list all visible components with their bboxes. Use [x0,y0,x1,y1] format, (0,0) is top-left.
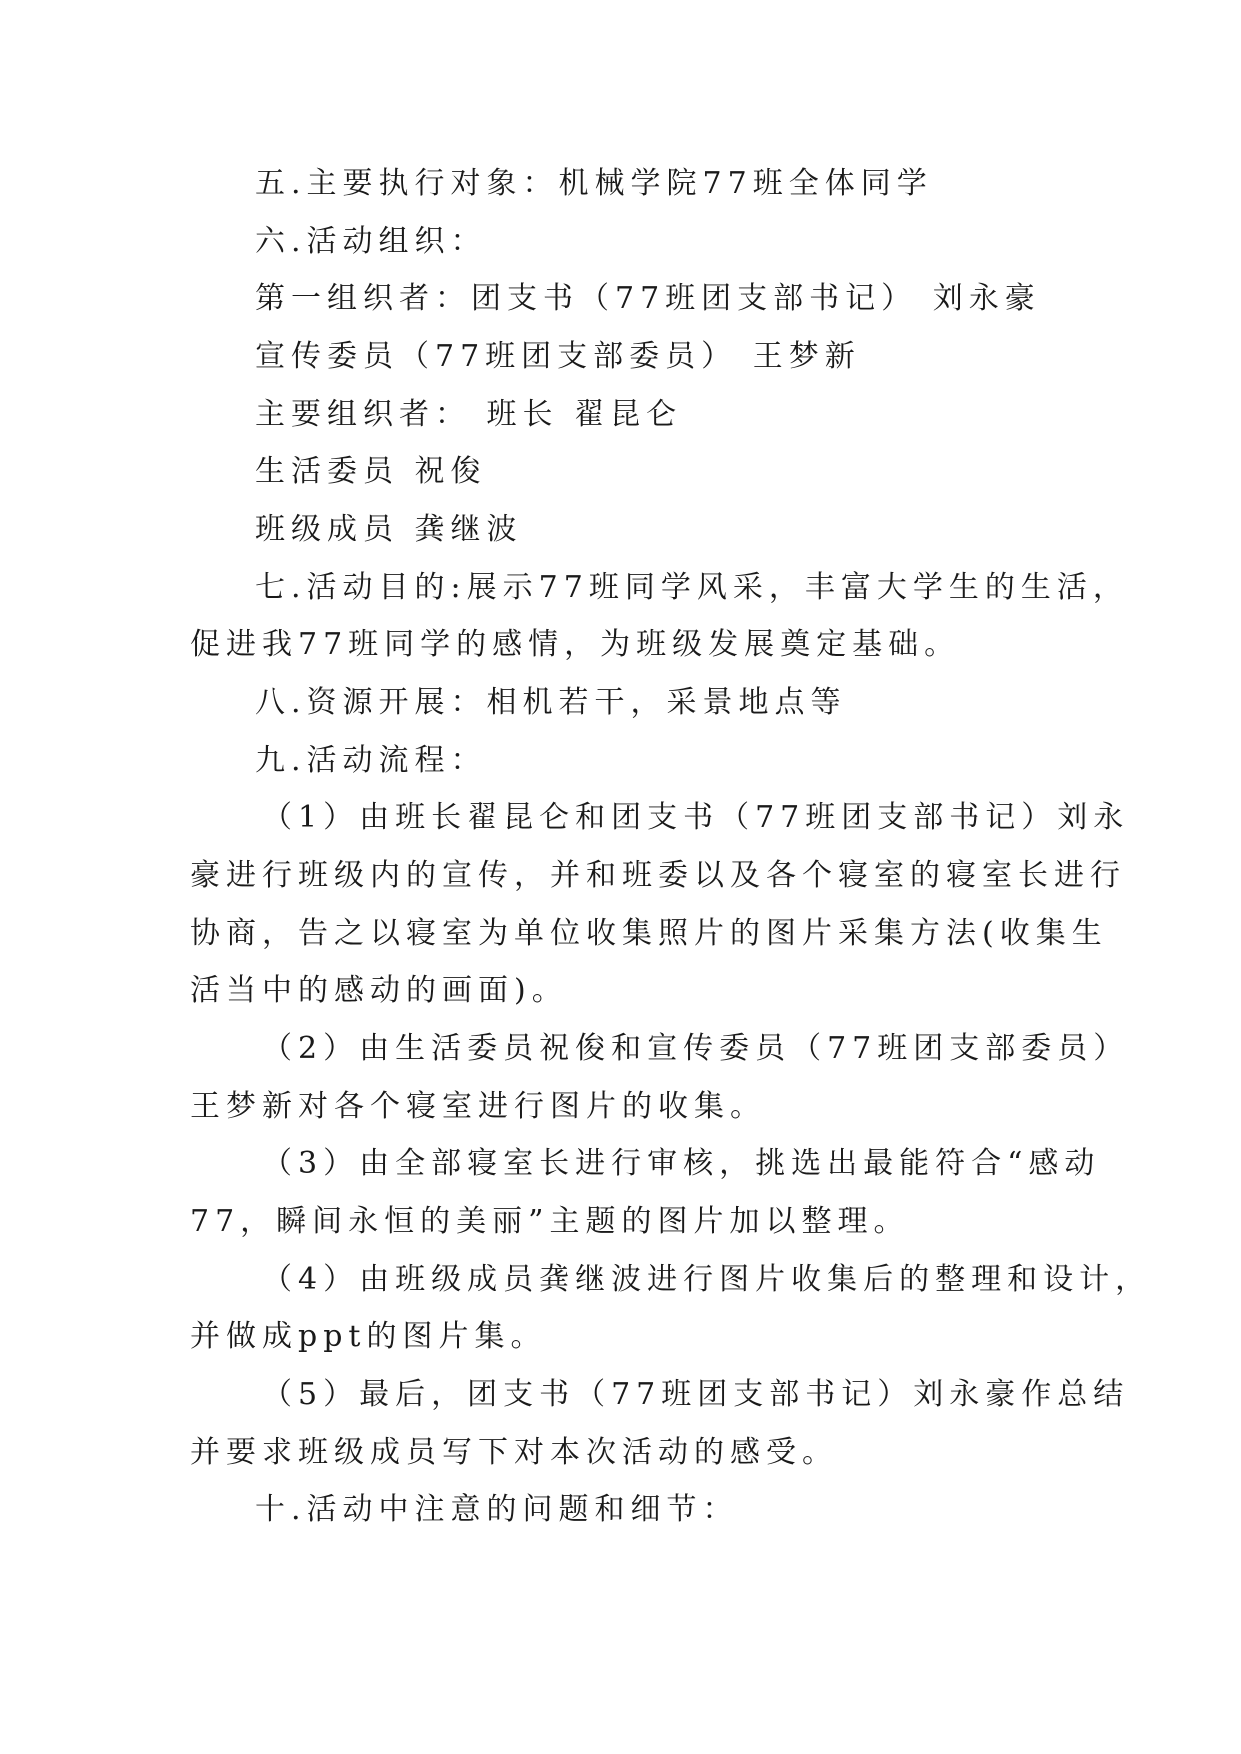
section-6-heading: 六.活动组织： [255,224,487,259]
organizer-line-5: 班级成员 龚继波 [255,512,523,547]
organizer-line-1: 第一组织者：团支书（77班团支部书记） 刘永豪 [255,281,1041,316]
section-7-heading: 七.活动目的:展示77班同学风采，丰富大学生的生活， [255,570,1129,605]
step-2-line-1: （2）由生活委员祝俊和宣传委员（77班团支部委员） [262,1031,1130,1066]
step-1-line-4: 活当中的感动的画面)。 [190,973,568,1008]
section-9-heading: 九.活动流程： [255,743,487,778]
section-8-heading: 八.资源开展：相机若干，采景地点等 [255,685,847,720]
step-3-line-2: 77，瞬间永恒的美丽”主题的图片加以整理。 [190,1204,910,1239]
section-5-heading: 五.主要执行对象：机械学院77班全体同学 [255,166,933,201]
step-4-line-2: 并做成ppt的图片集。 [190,1319,547,1354]
step-5-line-1: （5）最后，团支书（77班团支部书记）刘永豪作总结 [262,1377,1130,1412]
step-3-line-1: （3）由全部寝室长进行审核，挑选出最能符合“感动 [262,1146,1101,1181]
organizer-line-2: 宣传委员（77班团支部委员） 王梦新 [255,339,861,374]
step-1-line-3: 协商，告之以寝室为单位收集照片的图片采集方法(收集生 [190,916,1108,951]
step-2-line-2: 王梦新对各个寝室进行图片的收集。 [190,1089,766,1124]
step-5-line-2: 并要求班级成员写下对本次活动的感受。 [190,1435,838,1470]
organizer-line-4: 生活委员 祝俊 [255,454,487,489]
organizer-line-3: 主要组织者： 班长 翟昆仑 [255,397,683,432]
section-10-heading: 十.活动中注意的问题和细节： [255,1492,739,1527]
section-7-text: 促进我77班同学的感情，为班级发展奠定基础。 [190,627,961,662]
step-1-line-1: （1）由班长翟昆仑和团支书（77班团支部书记）刘永 [262,800,1130,835]
step-4-line-1: （4）由班级成员龚继波进行图片收集后的整理和设计， [262,1262,1152,1297]
step-1-line-2: 豪进行班级内的宣传，并和班委以及各个寝室的寝室长进行 [190,858,1126,893]
